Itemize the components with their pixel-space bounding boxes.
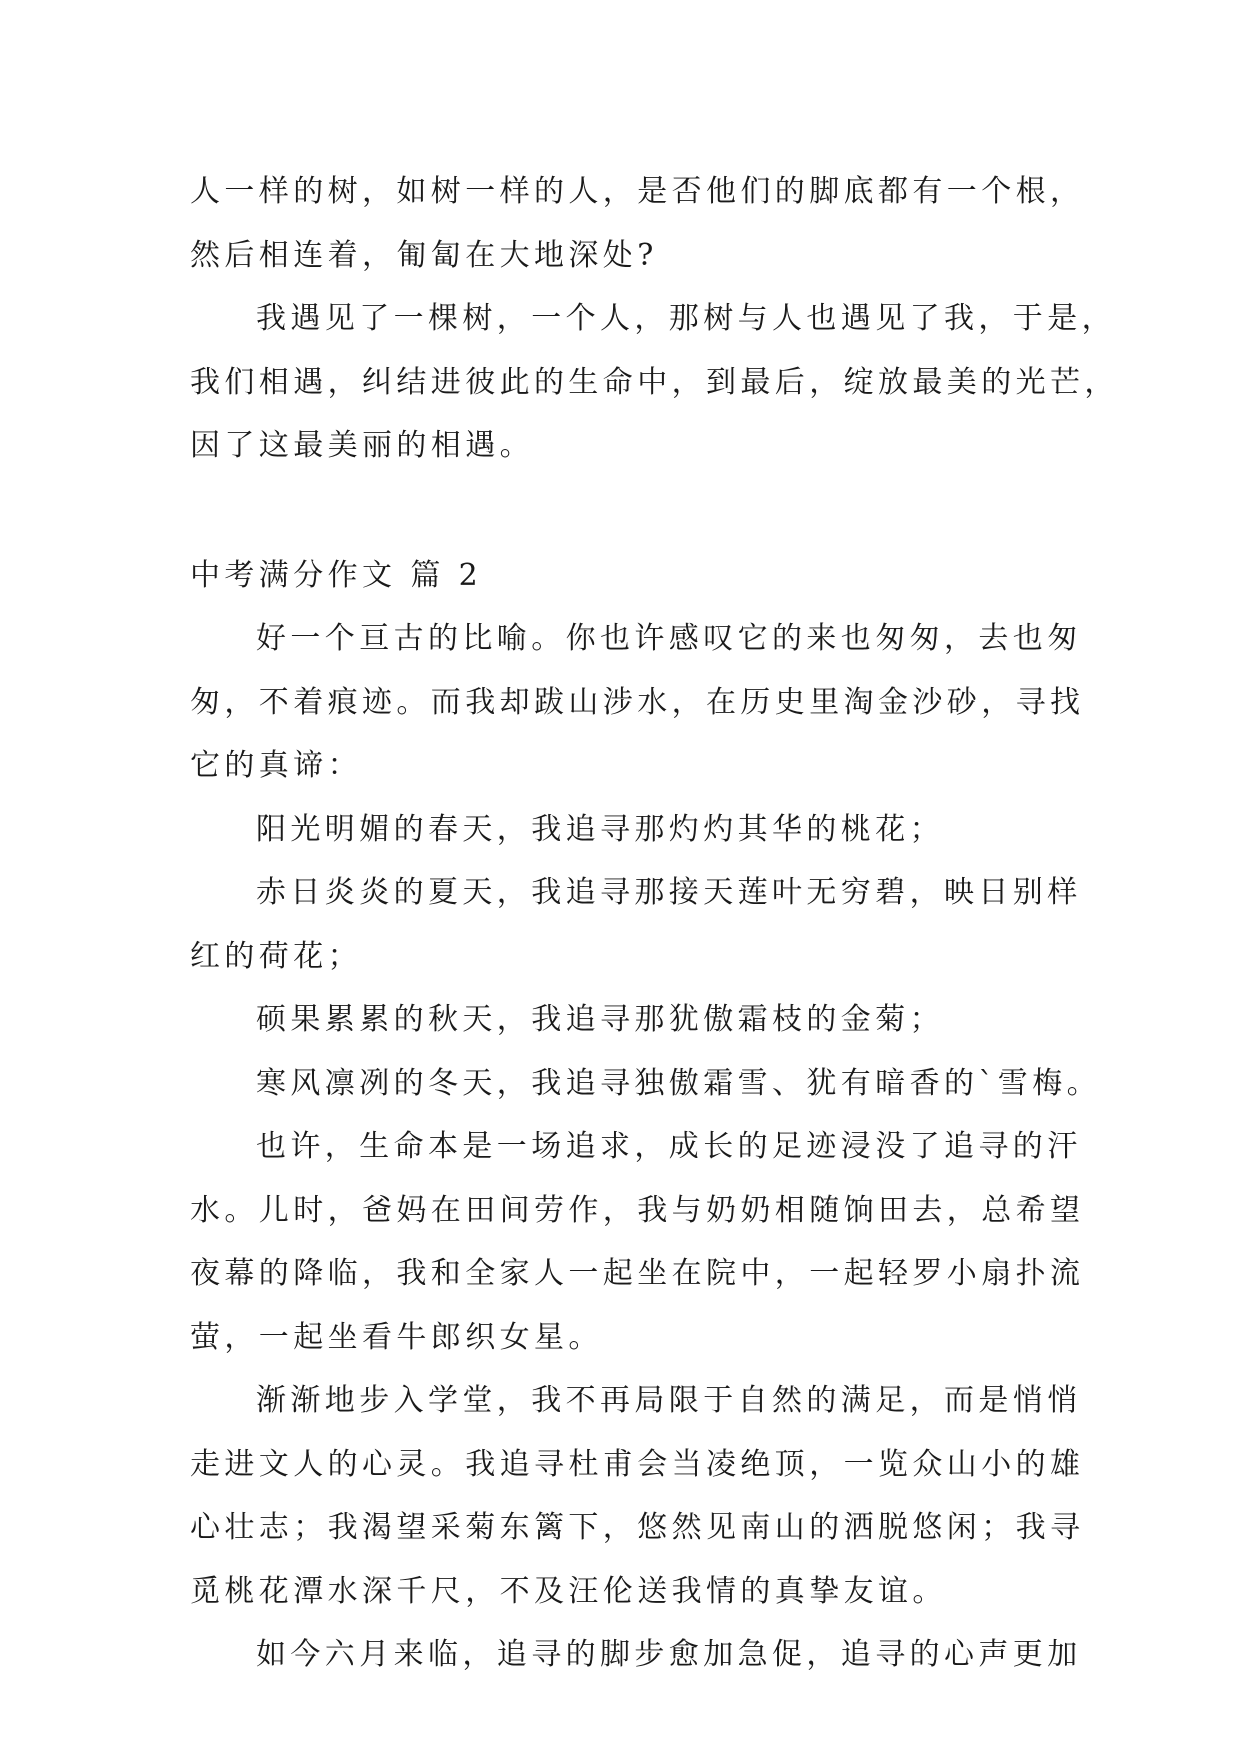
text-line: 我们相遇，纠结进彼此的生命中，到最后，绽放最美的光芒， — [190, 364, 1119, 400]
text-line: 红的荷花； — [190, 938, 362, 974]
text-line: 人一样的树，如树一样的人，是否他们的脚底都有一个根， — [190, 174, 1085, 209]
text-line: 夜幕的降临，我和全家人一起坐在院中，一起轻罗小扇扑流 — [190, 1256, 1085, 1291]
text-line: 渐渐地步入学堂，我不再局限于自然的满足，而是悄悄 — [256, 1383, 1082, 1418]
document-page — [190, 160, 1119, 1687]
text-line: 赤日炎炎的夏天，我追寻那接天莲叶无穷碧，映日别样 — [256, 875, 1082, 910]
text-line: 我遇见了一棵树，一个人，那树与人也遇见了我，于是， — [256, 301, 1116, 336]
section-heading: 中考满分作文 篇 2 — [190, 557, 483, 593]
text-line: 它的真谛： — [190, 748, 362, 783]
text-line: 寒风凛冽的冬天，我追寻独傲霜雪、犹有暗香的`雪梅。 — [256, 1065, 1101, 1101]
text-line: 阳光明媚的春天，我追寻那灼灼其华的桃花； — [256, 811, 944, 847]
text-line: 也许，生命本是一场追求，成长的足迹浸没了追寻的汗 — [256, 1129, 1082, 1164]
text-line: 萤，一起坐看牛郎织女星。 — [190, 1319, 603, 1355]
text-line: 走进文人的心灵。我追寻杜甫会当凌绝顶，一览众山小的雄 — [190, 1446, 1085, 1482]
text-line: 匆，不着痕迹。而我却跋山涉水，在历史里淘金沙砂，寻找 — [190, 684, 1085, 720]
text-line: 好一个亘古的比喻。你也许感叹它的来也匆匆，去也匆 — [256, 621, 1082, 656]
text-line: 如今六月来临，追寻的脚步愈加急促，追寻的心声更加 — [256, 1637, 1082, 1672]
text-line: 硕果累累的秋天，我追寻那犹傲霜枝的金菊； — [256, 1002, 944, 1037]
text-line: 因了这最美丽的相遇。 — [190, 428, 534, 463]
text-line: 心壮志；我渴望采菊东篱下，悠然见南山的洒脱悠闲；我寻 — [190, 1510, 1085, 1545]
text-line: 水。儿时，爸妈在田间劳作，我与奶奶相随饷田去，总希望 — [190, 1192, 1085, 1228]
text-line: 觅桃花潭水深千尺，不及汪伦送我情的真挚友谊。 — [190, 1573, 947, 1609]
text-line: 然后相连着，匍匐在大地深处? — [190, 237, 658, 273]
